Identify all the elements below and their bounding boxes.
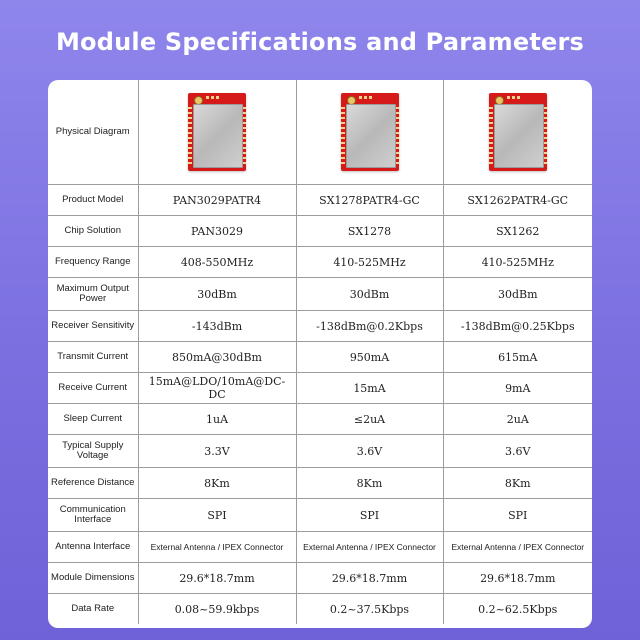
table-row-physical bbox=[48, 80, 592, 185]
cell-sensitivity: -138dBm@0.25Kbps bbox=[443, 311, 592, 342]
cell-rate: 0.08~59.9kbps bbox=[138, 594, 296, 625]
cell-sensitivity: -138dBm@0.2Kbps bbox=[296, 311, 443, 342]
cell-voltage: 3.6V bbox=[443, 435, 592, 468]
module-image-cell bbox=[443, 80, 592, 185]
cell-power: 30dBm bbox=[138, 278, 296, 311]
row-label-freq: Frequency Range bbox=[48, 247, 138, 278]
rf-shield bbox=[494, 104, 544, 168]
spec-table-card bbox=[48, 80, 592, 628]
cell-chip: PAN3029 bbox=[138, 216, 296, 247]
row-label-voltage: Typical Supply Voltage bbox=[48, 435, 138, 468]
table-row-power bbox=[48, 278, 592, 311]
rf-shield bbox=[193, 104, 243, 168]
cell-rate: 0.2~37.5Kbps bbox=[296, 594, 443, 625]
table-row-rate bbox=[48, 594, 592, 625]
module-image-sx1278 bbox=[341, 93, 399, 171]
cell-tx-current: 850mA@30dBm bbox=[138, 342, 296, 373]
table-row-chip bbox=[48, 216, 592, 247]
cell-chip: SX1278 bbox=[296, 216, 443, 247]
table-row-tx-current bbox=[48, 342, 592, 373]
cell-rate: 0.2~62.5Kbps bbox=[443, 594, 592, 625]
cell-sensitivity: -143dBm bbox=[138, 311, 296, 342]
cell-power: 30dBm bbox=[296, 278, 443, 311]
cell-antenna: External Antenna / IPEX Connector bbox=[296, 532, 443, 563]
cell-rx-current: 15mA@LDO/10mA@DC-DC bbox=[138, 373, 296, 404]
row-label-sensitivity: Receiver Sensitivity bbox=[48, 311, 138, 342]
row-label-distance: Reference Distance bbox=[48, 468, 138, 499]
row-label-power: Maximum Output Power bbox=[48, 278, 138, 311]
module-image-sx1262 bbox=[489, 93, 547, 171]
cell-dimensions: 29.6*18.7mm bbox=[138, 563, 296, 594]
cell-tx-current: 615mA bbox=[443, 342, 592, 373]
cell-antenna: External Antenna / IPEX Connector bbox=[138, 532, 296, 563]
cell-power: 30dBm bbox=[443, 278, 592, 311]
cell-distance: 8Km bbox=[138, 468, 296, 499]
cell-model: SX1262PATR4-GC bbox=[443, 185, 592, 216]
table-row-rx-current bbox=[48, 373, 592, 404]
row-label-model: Product Model bbox=[48, 185, 138, 216]
cell-comm: SPI bbox=[296, 499, 443, 532]
rf-shield bbox=[346, 104, 396, 168]
module-image-cell bbox=[138, 80, 296, 185]
cell-tx-current: 950mA bbox=[296, 342, 443, 373]
row-label-rx-current: Receive Current bbox=[48, 373, 138, 404]
spec-table bbox=[48, 80, 592, 624]
cell-rx-current: 9mA bbox=[443, 373, 592, 404]
cell-freq: 410-525MHz bbox=[443, 247, 592, 278]
row-label-rate: Data Rate bbox=[48, 594, 138, 625]
table-row-distance bbox=[48, 468, 592, 499]
table-row-dimensions bbox=[48, 563, 592, 594]
cell-model: SX1278PATR4-GC bbox=[296, 185, 443, 216]
row-label-comm: Communication Interface bbox=[48, 499, 138, 532]
row-label-physical: Physical Diagram bbox=[48, 80, 138, 185]
table-row-sleep bbox=[48, 404, 592, 435]
row-label-antenna: Antenna Interface bbox=[48, 532, 138, 563]
row-label-chip: Chip Solution bbox=[48, 216, 138, 247]
module-image-pan3029 bbox=[188, 93, 246, 171]
cell-dimensions: 29.6*18.7mm bbox=[443, 563, 592, 594]
table-row-freq bbox=[48, 247, 592, 278]
table-row-antenna bbox=[48, 532, 592, 563]
cell-model: PAN3029PATR4 bbox=[138, 185, 296, 216]
cell-rx-current: 15mA bbox=[296, 373, 443, 404]
row-label-dimensions: Module Dimensions bbox=[48, 563, 138, 594]
cell-sleep: 2uA bbox=[443, 404, 592, 435]
cell-sleep: ≤2uA bbox=[296, 404, 443, 435]
row-label-tx-current: Transmit Current bbox=[48, 342, 138, 373]
cell-dimensions: 29.6*18.7mm bbox=[296, 563, 443, 594]
cell-distance: 8Km bbox=[443, 468, 592, 499]
cell-chip: SX1262 bbox=[443, 216, 592, 247]
cell-freq: 410-525MHz bbox=[296, 247, 443, 278]
module-image-cell bbox=[296, 80, 443, 185]
cell-distance: 8Km bbox=[296, 468, 443, 499]
row-label-sleep: Sleep Current bbox=[48, 404, 138, 435]
table-row-voltage bbox=[48, 435, 592, 468]
cell-voltage: 3.3V bbox=[138, 435, 296, 468]
cell-sleep: 1uA bbox=[138, 404, 296, 435]
cell-comm: SPI bbox=[443, 499, 592, 532]
cell-voltage: 3.6V bbox=[296, 435, 443, 468]
page-title: Module Specifications and Parameters bbox=[55, 28, 585, 56]
table-row-sensitivity bbox=[48, 311, 592, 342]
table-row-comm bbox=[48, 499, 592, 532]
cell-antenna: External Antenna / IPEX Connector bbox=[443, 532, 592, 563]
table-row-model bbox=[48, 185, 592, 216]
cell-freq: 408-550MHz bbox=[138, 247, 296, 278]
cell-comm: SPI bbox=[138, 499, 296, 532]
